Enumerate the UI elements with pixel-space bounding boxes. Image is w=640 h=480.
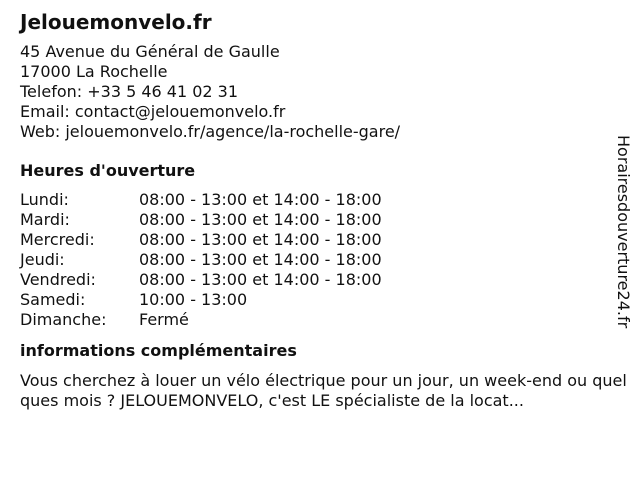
hours-value: 08:00 - 13:00 et 14:00 - 18:00 <box>139 250 382 269</box>
info-heading: informations complémentaires <box>20 341 297 360</box>
hours-day: Mardi: <box>20 210 70 229</box>
hours-value: 08:00 - 13:00 et 14:00 - 18:00 <box>139 210 382 229</box>
email-line: Email: contact@jelouemonvelo.fr <box>20 102 286 121</box>
hours-row-monday <box>20 190 615 210</box>
hours-table <box>20 190 615 330</box>
business-title: Jelouemonvelo.fr <box>20 10 212 34</box>
side-watermark: Horairesdouverture24.fr <box>614 135 633 329</box>
hours-heading: Heures d'ouverture <box>20 161 196 180</box>
hours-row-tuesday <box>20 210 615 230</box>
hours-value: 08:00 - 13:00 et 14:00 - 18:00 <box>139 230 382 249</box>
hours-day: Mercredi: <box>20 230 95 249</box>
hours-day: Samedi: <box>20 290 86 309</box>
web-line: Web: jelouemonvelo.fr/agence/la-rochelle-gare/ <box>20 122 401 141</box>
hours-row-wednesday <box>20 230 615 250</box>
description-text: Vous cherchez à louer un vélo électrique pour un jour, un week-end ou quelques mois ? JELOUEMONVELO, c'est LE spécialiste de la locat... <box>20 371 627 410</box>
hours-day: Vendredi: <box>20 270 96 289</box>
address-street: 45 Avenue du Général de Gaulle <box>20 42 280 61</box>
hours-row-friday <box>20 270 615 290</box>
hours-value: 08:00 - 13:00 et 14:00 - 18:00 <box>139 190 382 209</box>
phone-line: Telefon: +33 5 46 41 02 31 <box>20 82 239 101</box>
hours-row-sunday <box>20 310 615 330</box>
hours-day: Dimanche: <box>20 310 107 329</box>
hours-day: Jeudi: <box>20 250 65 269</box>
hours-value: Fermé <box>139 310 189 329</box>
hours-row-thursday <box>20 250 615 270</box>
hours-row-saturday <box>20 290 615 310</box>
hours-day: Lundi: <box>20 190 69 209</box>
contact-block <box>20 42 615 142</box>
hours-value: 10:00 - 13:00 <box>139 290 248 309</box>
address-city: 17000 La Rochelle <box>20 62 168 81</box>
hours-value: 08:00 - 13:00 et 14:00 - 18:00 <box>139 270 382 289</box>
